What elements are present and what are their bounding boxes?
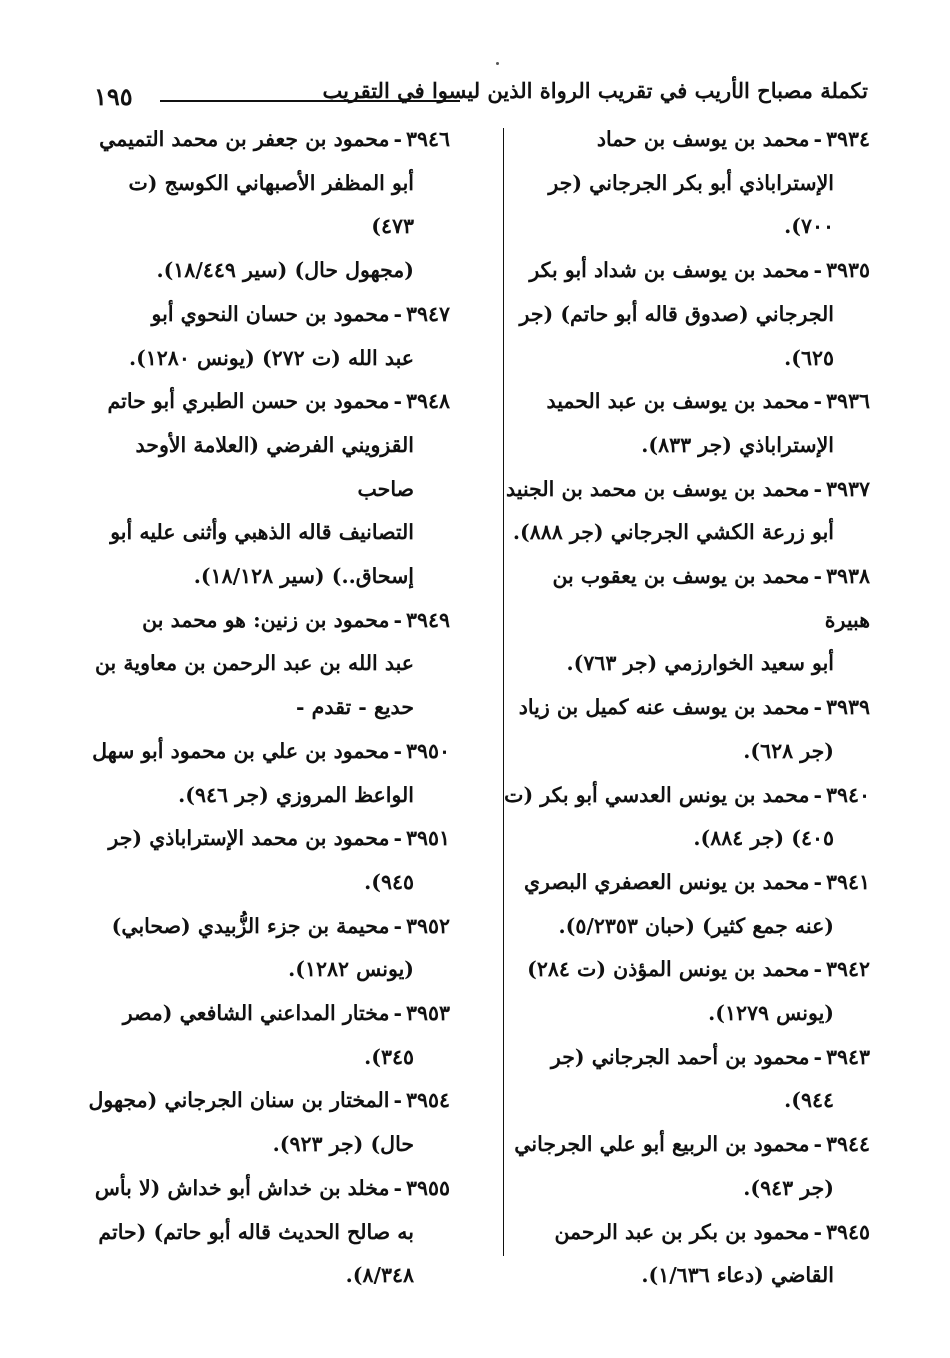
biography-entry xyxy=(502,686,870,773)
biography-entry xyxy=(80,1167,450,1298)
entry-number: ٣٩٤٨ xyxy=(405,389,450,414)
entry-number: ٣٩٣٩ xyxy=(825,695,870,720)
entry-text: مخلد بن خداش أبو خداش (لا بأس xyxy=(94,1175,390,1200)
biography-entry xyxy=(80,293,450,380)
entry-number: ٣٩٣٤ xyxy=(825,127,870,151)
entry-dash: - xyxy=(393,1088,402,1113)
biography-entry xyxy=(502,1123,870,1210)
entry-continuation: ٦٢٥). xyxy=(784,345,834,370)
biography-entry xyxy=(80,118,450,293)
entry-number: ٣٩٤٣ xyxy=(825,1044,870,1069)
entry-text: محمد بن يوسف بن محمد بن الجنيد xyxy=(506,476,810,501)
entry-continuation: الجرجاني (صدوق قاله أبو حاتم) (جر xyxy=(519,301,834,326)
entry-text: محمد بن يوسف بن عبد الحميد xyxy=(546,389,810,414)
entry-text: محمود بن أحمد الجرجاني (جر xyxy=(550,1044,810,1069)
entry-number: ٣٩٣٦ xyxy=(825,389,870,414)
entry-number: ٣٩٣٥ xyxy=(825,258,870,283)
entry-dash: - xyxy=(393,301,402,326)
entry-dash: - xyxy=(393,738,402,763)
entry-number: ٣٩٤٥ xyxy=(825,1219,870,1244)
entry-number: ٣٩٣٨ xyxy=(825,564,870,589)
entry-dash: - xyxy=(393,826,402,851)
entry-text: محمد بن يونس العصفري البصري xyxy=(524,869,810,894)
entry-continuation: (مجهول حال) (سير ١٨/٤٤٩). xyxy=(156,258,414,283)
entry-number: ٣٩٥٠ xyxy=(405,738,450,763)
entry-number: ٣٩٤٦ xyxy=(405,127,450,151)
entry-number: ٣٩٤٩ xyxy=(405,607,450,632)
entry-dash: - xyxy=(813,1044,822,1069)
entry-continuation: ٤٠٥) (جر ٨٨٤). xyxy=(693,826,834,851)
entry-continuation: حال) (جر ٩٢٣). xyxy=(272,1132,414,1157)
right-column xyxy=(502,118,870,1298)
entry-text: محمد بن يونس العدسي أبو بكر (ت xyxy=(504,782,810,807)
header-rule xyxy=(160,100,460,102)
entry-dash: - xyxy=(813,476,822,501)
entry-continuation: القاضي (دعاء ١/٦٣٦). xyxy=(641,1263,834,1288)
entry-dash: - xyxy=(813,782,822,807)
entry-continuation: (عنه جمع كثير) (حبان ٥/٢٣٥٣). xyxy=(558,913,834,938)
entry-number: ٣٩٥٤ xyxy=(405,1088,450,1113)
entry-text: محمود بن حسان النحوي أبو xyxy=(151,301,390,326)
entry-text: محمود بن بكر بن عبد الرحمن xyxy=(554,1219,810,1244)
entry-dash: - xyxy=(813,564,822,589)
biography-entry xyxy=(502,249,870,380)
entry-number: ٣٩٥٢ xyxy=(405,913,450,938)
entry-dash: - xyxy=(813,869,822,894)
biography-entry xyxy=(502,1036,870,1123)
biography-entry xyxy=(502,774,870,861)
entry-continuation: الإستراباذي (جر ٨٣٣). xyxy=(641,432,834,457)
entry-continuation: إسحاق..) (سير ١٨/١٢٨). xyxy=(193,564,414,589)
entry-dash: - xyxy=(813,258,822,283)
entry-continuation: ٣٤٥). xyxy=(364,1044,414,1069)
biography-entry xyxy=(80,599,450,730)
entry-text: المختار بن سنان الجرجاني (مجهول xyxy=(88,1088,390,1113)
entry-number: ٣٩٥١ xyxy=(405,826,450,851)
entry-continuation: (يونس ١٢٧٩). xyxy=(708,1001,834,1026)
entry-continuation: (جر ٦٢٨). xyxy=(743,738,834,763)
biography-entry xyxy=(502,380,870,467)
biography-entry xyxy=(80,992,450,1079)
biography-entry xyxy=(502,861,870,948)
entry-continuation: القزويني الفرضي (العلامة الأوحد صاحب xyxy=(135,432,414,501)
entry-text: محمد بن يوسف عنه كميل بن زياد xyxy=(518,695,810,720)
entry-dash: - xyxy=(393,1001,402,1026)
entry-dash: - xyxy=(813,695,822,720)
entry-dash: - xyxy=(393,607,402,632)
biography-entry xyxy=(502,118,870,249)
entry-text: محمود بن جعفر بن محمد التميمي xyxy=(99,127,390,151)
entry-continuation: (يونس ١٢٨٢). xyxy=(288,957,414,982)
column-divider xyxy=(503,128,504,1256)
entry-dash: - xyxy=(813,957,822,982)
scan-speck xyxy=(496,62,499,65)
entry-text: مختار المداعني الشافعي (مصر xyxy=(122,1001,390,1026)
biography-entry xyxy=(502,948,870,1035)
entry-dash: - xyxy=(813,127,822,151)
entry-continuation: ٩٤٤). xyxy=(784,1088,834,1113)
entry-number: ٣٩٤١ xyxy=(825,869,870,894)
entry-continuation: أبو المظفر الأصبهاني الكوسج (ت ٤٧٣) xyxy=(128,170,414,239)
entry-text: محمود بن محمد الإستراباذي (جر xyxy=(108,826,390,851)
biography-entry xyxy=(502,1211,870,1298)
entry-number: ٣٩٤٠ xyxy=(825,782,870,807)
left-column xyxy=(80,118,450,1298)
entry-text: محيمة بن جزء الزُّبيدي (صحابي) xyxy=(111,913,390,938)
entry-continuation: عبد الله بن عبد الرحمن بن معاوية بن xyxy=(94,651,414,676)
page-number: ١٩٥ xyxy=(94,82,133,111)
entry-number: ٣٩٤٧ xyxy=(405,301,450,326)
entry-dash: - xyxy=(393,913,402,938)
entry-continuation: التصانيف قاله الذهبي وأثنى عليه أبو xyxy=(110,520,414,545)
entry-continuation: حديع - تقدم - xyxy=(295,695,414,720)
entry-number: ٣٩٥٣ xyxy=(405,1001,450,1026)
entry-dash: - xyxy=(393,1175,402,1200)
entry-dash: - xyxy=(393,389,402,414)
entry-continuation: الإستراباذي أبو بكر الجرجاني (جر ٧٠٠). xyxy=(548,170,834,239)
entry-text: محمد بن يوسف بن يعقوب بن هبيرة xyxy=(552,564,870,632)
entry-number: ٣٩٥٥ xyxy=(405,1175,450,1200)
entry-text: محمود بن زنين: هو محمد بن xyxy=(142,607,390,632)
biography-entry xyxy=(80,380,450,599)
entry-continuation: ٩٤٥). xyxy=(364,869,414,894)
biography-entry xyxy=(80,817,450,904)
entry-continuation: به صالح الحديث قاله أبو حاتم) (حاتم xyxy=(98,1219,414,1244)
entry-text: محمود بن حسن الطبري أبو حاتم xyxy=(107,389,390,414)
entry-continuation: عبد الله (ت ٢٧٢) (يونس ١٢٨٠). xyxy=(128,345,414,370)
entry-dash: - xyxy=(393,127,402,151)
biography-entry xyxy=(502,555,870,686)
entry-text: محمد بن يوسف بن شداد أبو بكر xyxy=(529,258,810,283)
biography-entry xyxy=(80,1079,450,1166)
running-header-title: تكملة مصباح الأريب في تقريب الرواة الذين ليسوا في التقريب xyxy=(322,78,868,103)
biography-entry xyxy=(80,905,450,992)
entry-continuation: الواعظ المروزي (جر ٩٤٦). xyxy=(178,782,414,807)
entry-text: محمود بن علي بن محمود أبو سهل xyxy=(92,738,390,763)
entry-number: ٣٩٤٤ xyxy=(825,1132,870,1157)
entry-dash: - xyxy=(813,1132,822,1157)
entry-dash: - xyxy=(813,389,822,414)
entry-text: محمد بن يوسف بن حماد xyxy=(596,127,810,151)
entry-text: محمد بن يونس المؤذن (ت ٢٨٤) xyxy=(527,957,810,982)
entry-continuation: (جر ٩٤٣). xyxy=(743,1175,834,1200)
entry-continuation: أبو سعيد الخوارزمي (جر ٧٦٣). xyxy=(566,651,834,676)
entry-dash: - xyxy=(813,1219,822,1244)
biography-entry xyxy=(502,468,870,555)
biography-entry xyxy=(80,730,450,817)
entry-number: ٣٩٤٢ xyxy=(825,957,870,982)
entry-continuation: أبو زرعة الكشي الجرجاني (جر ٨٨٨). xyxy=(512,520,834,545)
entry-number: ٣٩٣٧ xyxy=(825,476,870,501)
entry-text: محمود بن الربيع أبو علي الجرجاني xyxy=(514,1132,810,1157)
entry-continuation: ٨/٣٤٨). xyxy=(345,1263,414,1288)
